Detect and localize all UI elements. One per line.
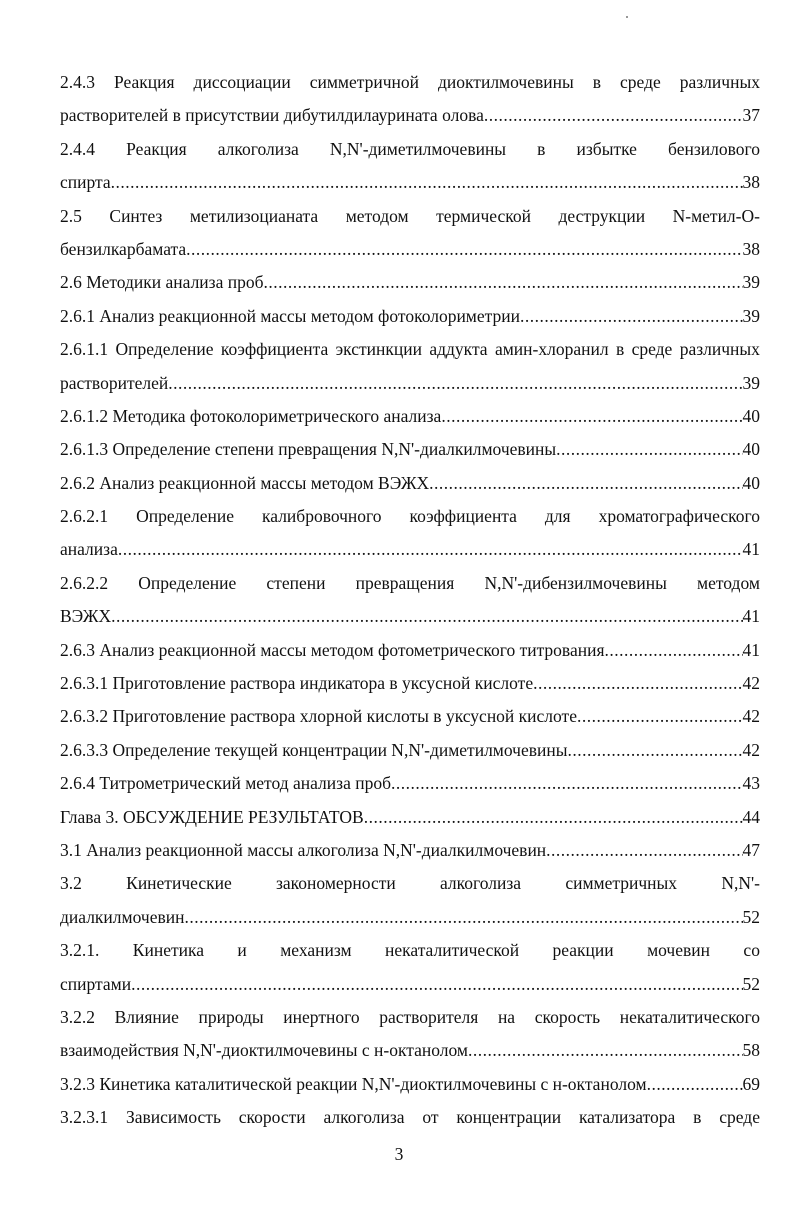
toc-entry-line [60,1101,760,1134]
dot-leader [131,968,742,1001]
toc-word: избытке [576,138,637,159]
scan-speck [626,16,628,18]
toc-word: калибровочного [262,506,382,527]
toc-word: скорость [534,1006,601,1027]
dot-leader [111,166,743,199]
toc-entry-title: 2.6.1.2 Методика фотоколориметрического анализа [60,405,442,426]
toc-word: на [497,1006,516,1027]
toc-page-number: 47 [742,839,760,860]
dot-leader [184,901,742,934]
toc-entry-title: 2.6.2 Анализ реакционной массы методом ВЭЖХ [60,472,430,493]
toc-page-number: 39 [742,372,760,393]
toc-word: в [693,1107,702,1128]
dot-leader [577,700,743,733]
toc-word: коэффициента [409,506,517,527]
toc-entry-line [60,66,760,99]
toc-word: N,N'-дибензилмочевины [484,572,667,593]
toc-entry-title: бензилкарбамата [60,238,187,259]
toc-entry-title: 3.2.3 Кинетика каталитической реакции N,N'-диоктилмочевины с н-октанолом [60,1073,647,1094]
dot-leader [391,767,743,800]
toc-entry-title: спиртами [60,973,132,994]
dot-leader [546,834,742,867]
toc-word: 3.2 [60,873,82,894]
toc-entry-line [60,400,760,433]
toc-word: растворителя [379,1006,479,1027]
toc-word: природы [198,1006,264,1027]
toc-page-number: 41 [742,639,760,660]
toc-word: Определение [115,339,214,360]
toc-word: степени [266,572,326,593]
toc-word: Реакция [126,138,187,159]
toc-page-number: 42 [742,706,760,727]
toc-entry-title: взаимодействия N,N'-диоктилмочевины с н-октанолом [60,1040,468,1061]
toc-word: различных [679,72,760,92]
dot-leader [468,1034,743,1067]
toc-word: метилизоцианата [189,205,319,226]
toc-entry-line [60,333,760,366]
toc-word: различных [679,339,760,360]
toc-word: закономерности [276,873,396,894]
toc-entry-title: 2.6.3.3 Определение текущей концентрации N,N'-диметилмочевины [60,739,568,760]
toc-entry-line [60,300,760,333]
dot-leader [429,467,742,500]
toc-entry-line [60,233,760,266]
toc-entry-title: 2.6.3 Анализ реакционной массы методом фотометрического титрования [60,639,605,660]
dot-leader [568,734,743,767]
toc-entry-line [60,99,760,132]
toc-page-number: 42 [742,673,760,694]
toc-word: 2.6.2.1 [60,506,109,527]
toc-word: Кинетические [126,873,232,894]
toc-entry-line [60,500,760,533]
toc-word: концентрации [456,1107,562,1128]
toc-entry-title: спирта [60,172,111,193]
dot-leader [186,233,742,266]
dot-leader [520,300,743,333]
toc-entry-line [60,667,760,700]
toc-page-number: 43 [742,773,760,794]
toc-word: Определение [136,506,235,527]
toc-word: аддукта [429,339,488,360]
toc-entry-title: анализа [60,539,118,560]
toc-word: термической [436,205,531,226]
toc-word: некаталитического [619,1006,760,1027]
toc-entry-line [60,700,760,733]
toc-word: механизм [280,940,352,961]
dot-leader [556,433,742,466]
toc-entry-line [60,200,760,233]
toc-word: алкоголиза [440,873,522,894]
toc-page-number: 39 [742,305,760,326]
toc-word: в [592,72,602,92]
toc-entry-line [60,533,760,566]
toc-word: амин-хлоранил [494,339,609,360]
toc-word: скорости [238,1107,306,1128]
dot-leader [441,400,742,433]
toc-entry-line [60,934,760,967]
toc-word: деструкции [558,205,646,226]
toc-entry-line [60,166,760,199]
toc-entry-line [60,133,760,166]
toc-entry-line [60,467,760,500]
dot-leader [533,667,742,700]
toc-page-number: 40 [742,405,760,426]
toc-entry-title: 2.6.3.1 Приготовление раствора индикатора в уксусной кислоте [60,673,534,694]
toc-entry-title: 2.6.4 Титрометрический метод анализа проб [60,773,391,794]
toc-word: алкоголиза [323,1107,405,1128]
toc-word: алкоголиза [217,138,299,159]
toc-word: методом [345,205,409,226]
dot-leader [264,266,743,299]
dot-leader [168,367,742,400]
toc-entry-title: 2.6.1 Анализ реакционной массы методом фотоколориметрии [60,305,520,326]
toc-word: коэффициента [220,339,329,360]
toc-word: хроматографического [598,506,760,527]
toc-word: бензилового [668,138,760,159]
toc-word: Кинетика [132,940,204,961]
toc-entry-title: растворителей в присутствии дибутилдилаурината олова [60,105,484,126]
toc-word: 2.4.3 [60,72,95,92]
toc-page-number: 40 [742,439,760,460]
toc-entry-line [60,1034,760,1067]
toc-page-number: 38 [742,172,760,193]
toc-entry-title: ВЭЖХ [60,606,112,627]
toc-entry-line [60,600,760,633]
toc-word: превращения [355,572,455,593]
toc-entry-line [60,1068,760,1101]
toc-entry-title: диалкилмочевин [60,906,185,927]
toc-entry-title: 2.6.1.3 Определение степени превращения N,N'-диалкилмочевины [60,439,557,460]
toc-entry-line [60,634,760,667]
toc-word: симметричной [309,72,420,92]
toc-word: Определение [138,572,237,593]
toc-word: N,N'-диметилмочевины [329,138,507,159]
toc-word: Влияние [114,1006,179,1027]
dot-leader [364,801,743,834]
toc-word: 2.5 [60,205,82,226]
toc-page-number: 38 [742,238,760,259]
toc-entry-line [60,1001,760,1034]
dot-leader [647,1068,743,1101]
toc-word: реакции [552,940,614,961]
toc-word: методом [697,572,760,593]
toc-entry-title: 2.6 Методики анализа проб [60,272,264,293]
toc-page-number: 42 [742,739,760,760]
toc-word: 3.2.3.1 [60,1107,109,1128]
toc-page-number: 41 [742,539,760,560]
toc-word: и [237,940,247,961]
toc-word: диссоциации [193,72,291,92]
toc-page-number: 40 [742,472,760,493]
page-number: 3 [394,1144,404,1164]
toc-entry-title: 3.1 Анализ реакционной массы алкоголиза N,N'-диалкилмочевин [60,839,547,860]
toc-page-number: 52 [742,906,760,927]
toc-entry-line [60,968,760,1001]
toc-word: диоктилмочевины [438,72,574,92]
toc-word: 2.4.4 [60,138,95,159]
toc-word: N,N'- [721,873,760,894]
toc-word: в [537,138,546,159]
dot-leader [111,600,742,633]
dot-leader [484,99,743,132]
toc-word: Синтез [109,205,163,226]
toc-entry-title: 2.6.3.2 Приготовление раствора хлорной кислоты в уксусной кислоте [60,706,577,727]
toc-word: в [615,339,625,360]
toc-word: среде [719,1107,760,1128]
toc-word: 3.2.2 [60,1006,95,1027]
table-of-contents [60,66,760,1135]
toc-page-number: 37 [742,105,760,126]
toc-word: со [743,940,760,961]
toc-word: катализатора [578,1107,676,1128]
toc-page-number: 41 [742,606,760,627]
toc-word: 2.6.1.1 [60,339,109,360]
toc-page-number: 44 [742,806,760,827]
toc-page-number: 58 [742,1040,760,1061]
toc-word: от [422,1107,439,1128]
toc-entry-line [60,433,760,466]
toc-entry-line [60,867,760,900]
toc-entry-line [60,367,760,400]
toc-entry-line [60,567,760,600]
toc-word: мочевин [647,940,710,961]
toc-entry-line [60,801,760,834]
toc-entry-title: Глава 3. ОБСУЖДЕНИЕ РЕЗУЛЬТАТОВ [60,806,364,827]
dot-leader [118,533,743,566]
toc-word: среде [631,339,673,360]
toc-word: экстинкции [335,339,422,360]
toc-entry-line [60,734,760,767]
dot-leader [605,634,743,667]
toc-word: 2.6.2.2 [60,572,109,593]
toc-page-number: 52 [742,973,760,994]
toc-entry-line [60,266,760,299]
toc-word: некаталитической [385,940,520,961]
toc-word: 3.2.1. [60,940,100,961]
toc-word: среде [620,72,661,92]
toc-word: Реакция [114,72,175,92]
toc-word: для [544,506,571,527]
toc-word: симметричных [565,873,678,894]
toc-word: N-метил-О- [672,205,760,226]
toc-entry-line [60,834,760,867]
toc-page-number: 39 [742,272,760,293]
toc-entry-line [60,767,760,800]
toc-page-number: 69 [742,1073,760,1094]
toc-word: инертного [283,1006,360,1027]
toc-entry-title: растворителей [60,372,169,393]
toc-word: Зависимость [125,1107,221,1128]
toc-entry-line [60,901,760,934]
